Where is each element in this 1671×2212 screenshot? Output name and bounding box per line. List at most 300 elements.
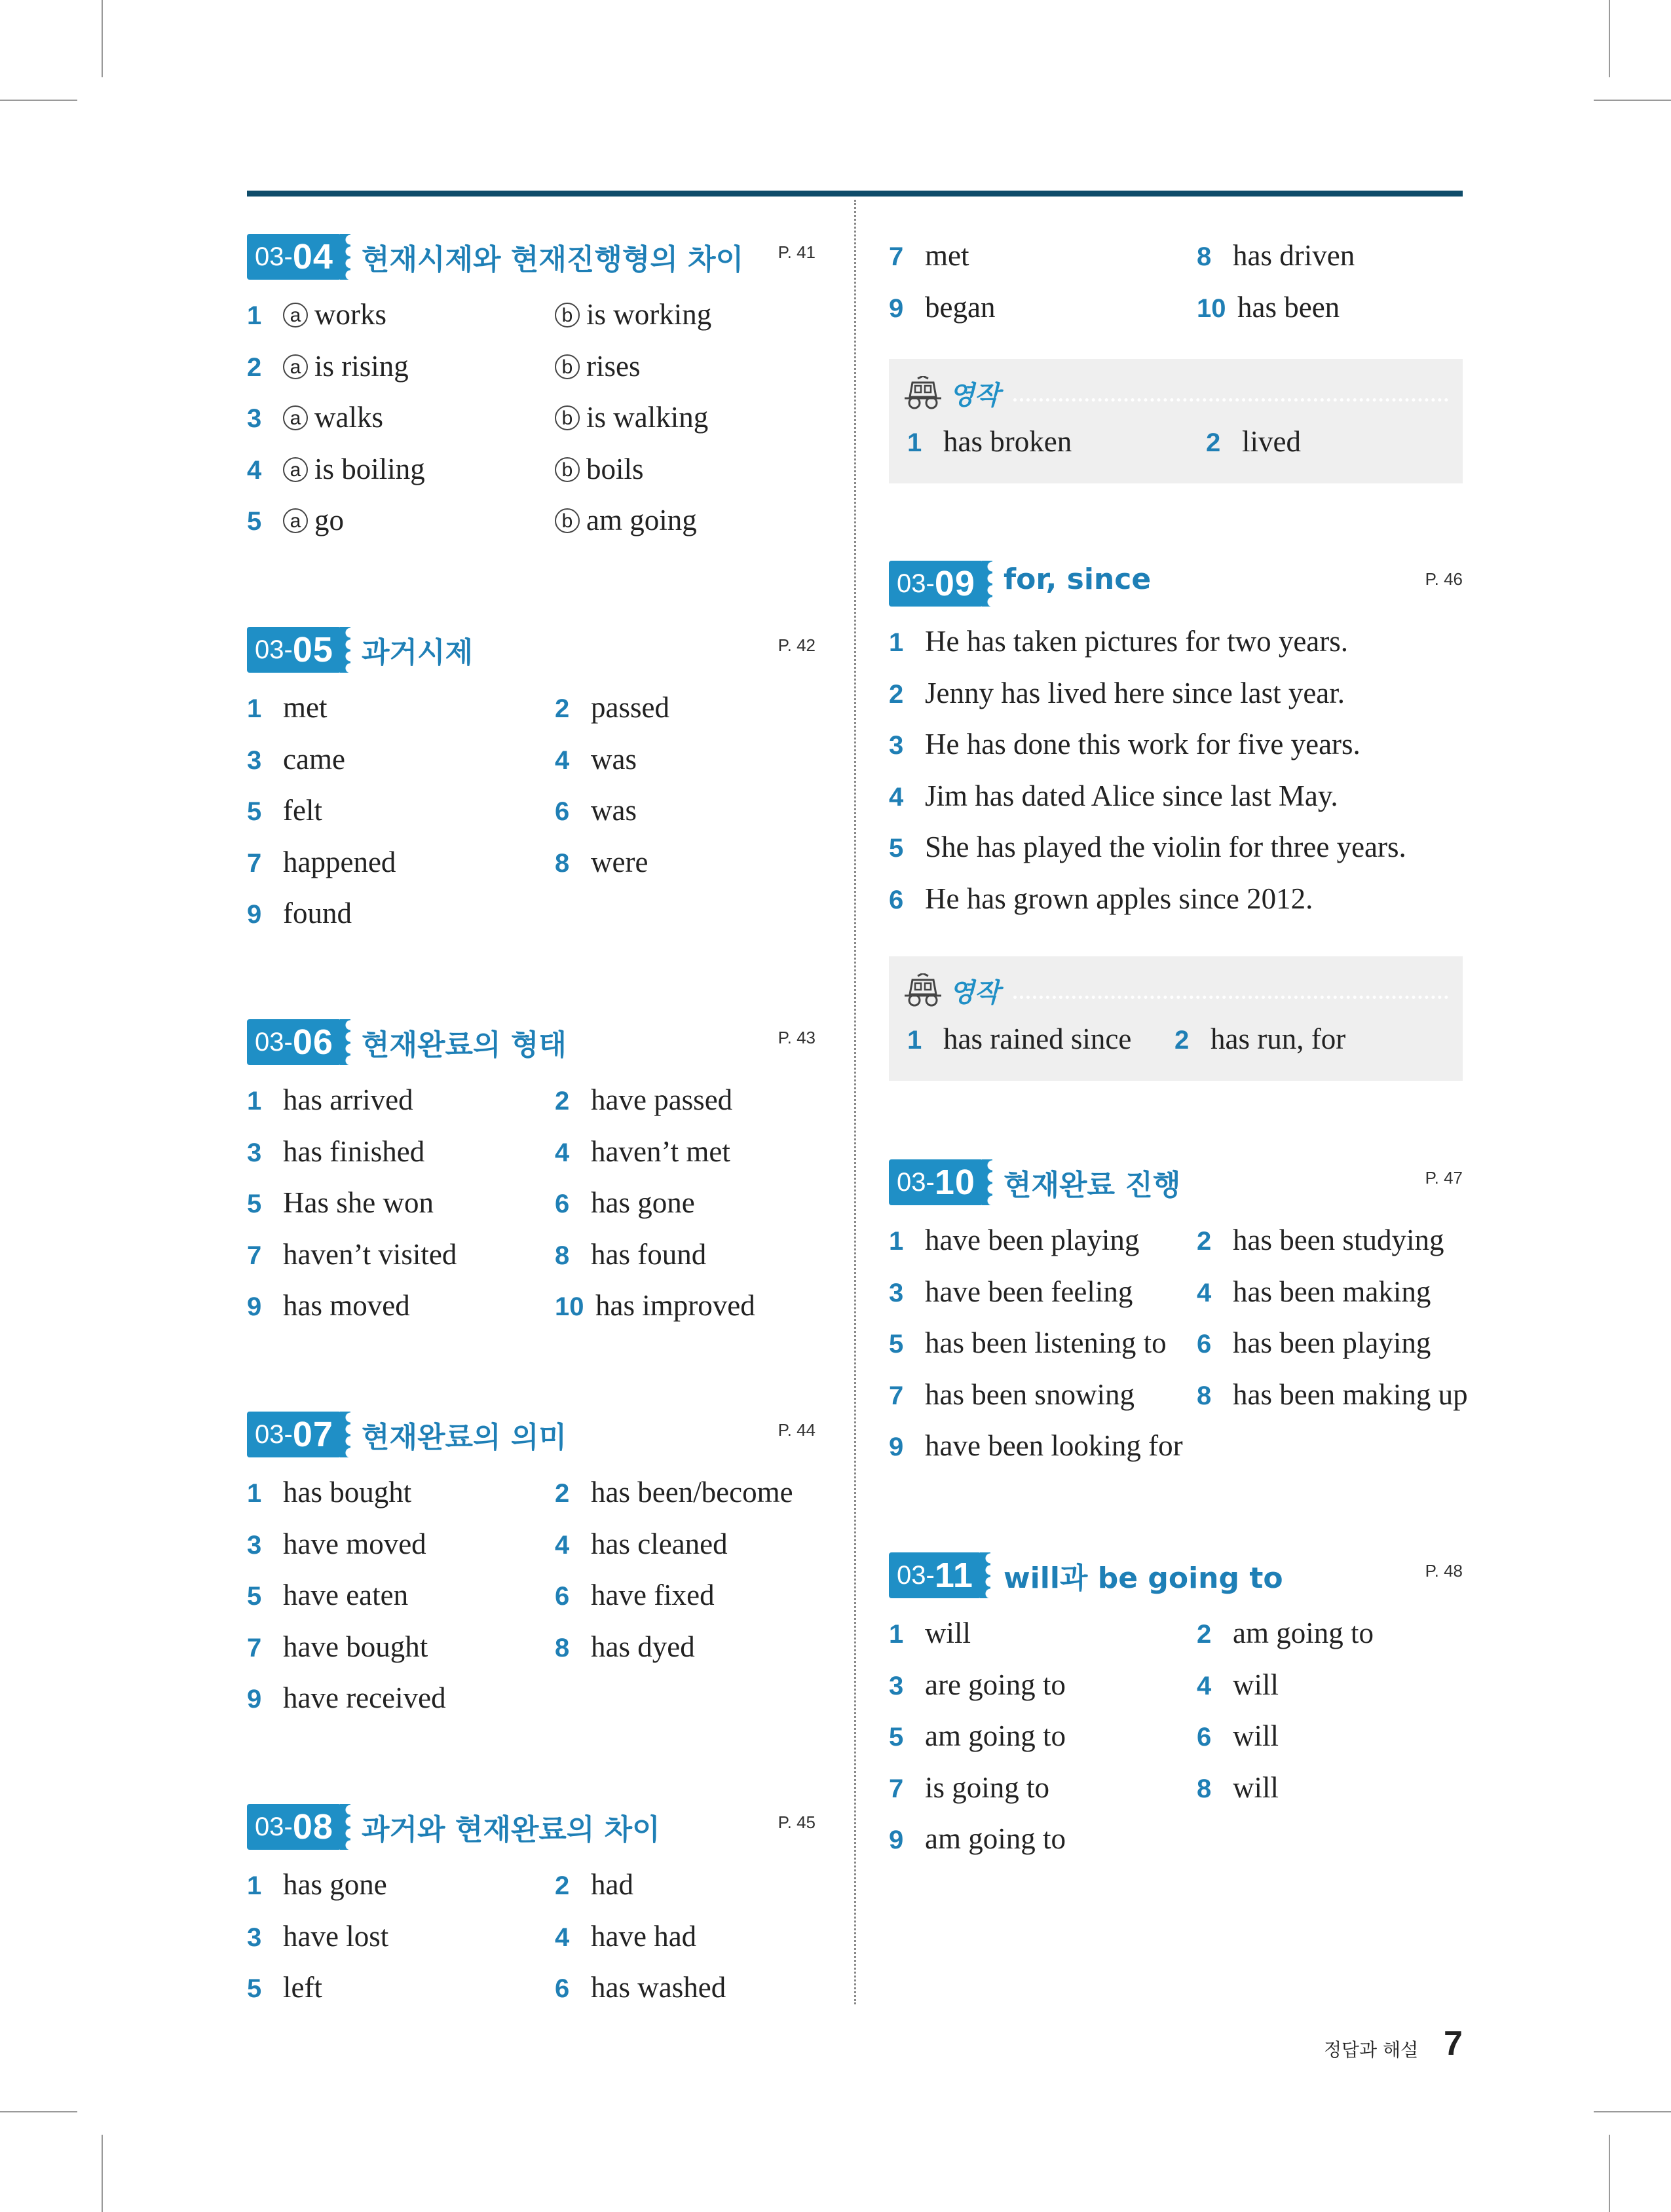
answer-item xyxy=(247,347,409,387)
answer-number: 7 xyxy=(247,848,262,878)
answer-row xyxy=(247,1524,816,1576)
answer-row xyxy=(889,1323,1463,1375)
answer-text: Jenny has lived here since last year. xyxy=(925,676,1345,709)
answer-number: 2 xyxy=(889,679,904,709)
answer-item xyxy=(247,1524,426,1565)
answer-text: boils xyxy=(586,452,644,485)
answer-item xyxy=(247,1132,424,1172)
answer-text: am going xyxy=(586,504,697,536)
crop-mark xyxy=(1609,2135,1610,2212)
choice-marker-b: b xyxy=(555,405,580,430)
answer-number: 3 xyxy=(247,1138,262,1167)
answer-text: has dyed xyxy=(591,1630,695,1663)
answer-number: 7 xyxy=(247,1241,262,1270)
answer-item xyxy=(555,688,669,728)
answer-item xyxy=(247,500,344,541)
answer-text: were xyxy=(591,845,648,878)
answer-text: has been playing xyxy=(1233,1326,1431,1359)
section-code-badge: 03- 11 xyxy=(889,1552,981,1598)
answer-number: 1 xyxy=(907,1026,922,1055)
choice-marker-a: a xyxy=(283,508,308,533)
answer-number: 6 xyxy=(1197,1330,1212,1359)
page-reference: P. 47 xyxy=(1425,1168,1463,1188)
answer-number: 4 xyxy=(1197,1278,1212,1307)
answer-item xyxy=(247,1865,387,1905)
choice-marker-b: b xyxy=(555,303,580,328)
answer-text: has improved xyxy=(595,1289,755,1322)
section-header xyxy=(247,231,816,283)
answer-number: 6 xyxy=(889,885,904,914)
answer-number: 1 xyxy=(247,301,262,330)
answer-text: have had xyxy=(591,1919,697,1953)
crop-mark xyxy=(102,2135,103,2212)
answer-row xyxy=(889,776,1463,828)
answer-item xyxy=(247,295,386,335)
answer-item xyxy=(889,236,969,276)
answer-item xyxy=(889,1768,1049,1809)
section-03-11 xyxy=(889,1549,1463,1871)
answer-text: is rising xyxy=(314,349,409,383)
answer-text: has arrived xyxy=(283,1083,413,1116)
section-code-badge: 03- 09 xyxy=(889,561,983,607)
answer-number: 1 xyxy=(889,1620,904,1649)
crop-mark xyxy=(0,2111,77,2112)
answer-list xyxy=(889,1613,1463,1871)
answer-text: have been playing xyxy=(925,1224,1140,1256)
choice-marker-a: a xyxy=(283,405,308,430)
carriage-icon xyxy=(903,973,943,1011)
answer-number: 7 xyxy=(889,1381,904,1410)
answer-item xyxy=(247,791,322,831)
answer-number: 8 xyxy=(1197,1774,1212,1803)
answer-number: 10 xyxy=(555,1292,584,1321)
answer-number: 4 xyxy=(555,1530,570,1560)
answer-text: met xyxy=(925,239,969,272)
answer-number: 7 xyxy=(247,1633,262,1662)
answer-item xyxy=(889,879,1313,920)
answer-row xyxy=(889,236,1463,288)
answer-text: was xyxy=(591,742,637,776)
section-title: 과거와 현재완료의 차이 xyxy=(362,1813,660,1846)
answer-item xyxy=(555,295,711,334)
dotted-separator xyxy=(1013,398,1448,402)
answer-row xyxy=(889,1716,1463,1768)
answer-text: began xyxy=(925,290,996,324)
answer-number: 6 xyxy=(555,797,570,826)
answer-text: is boiling xyxy=(314,452,425,485)
answer-item xyxy=(889,1613,971,1654)
answer-item xyxy=(555,1524,728,1565)
answer-item xyxy=(889,1375,1135,1415)
answer-number: 4 xyxy=(1197,1671,1212,1700)
writing-box xyxy=(889,956,1463,1081)
answer-number: 5 xyxy=(247,1190,262,1218)
answer-row xyxy=(247,1132,816,1184)
answer-number: 1 xyxy=(247,1871,262,1900)
dotted-separator xyxy=(1013,996,1448,999)
answer-number: 8 xyxy=(555,1633,570,1662)
answer-number: 5 xyxy=(247,797,262,826)
answer-text: has been xyxy=(1237,290,1340,324)
answer-text: am going to xyxy=(1233,1617,1374,1649)
answer-item xyxy=(1197,1665,1279,1706)
answer-item xyxy=(1197,1768,1279,1809)
answer-number: 1 xyxy=(247,1479,262,1508)
choice-marker-b: b xyxy=(555,457,580,482)
answer-item xyxy=(555,500,697,540)
answer-item xyxy=(555,842,648,883)
answer-text: Jim has dated Alice since last May. xyxy=(925,779,1338,812)
answer-row xyxy=(247,740,816,791)
answer-number: 2 xyxy=(555,1087,570,1115)
answer-text: He has done this work for five years. xyxy=(925,728,1361,760)
answer-number: 3 xyxy=(889,731,904,760)
section-title: 과거시제 xyxy=(362,636,474,669)
answer-item xyxy=(889,1819,1066,1860)
page-number: 7 xyxy=(1444,2025,1463,2063)
answer-item xyxy=(247,1235,457,1275)
answer-item xyxy=(555,347,641,386)
answer-row xyxy=(247,893,816,945)
answer-text: has rained since xyxy=(943,1022,1132,1055)
answer-number: 2 xyxy=(1197,1227,1212,1256)
choice-marker-b: b xyxy=(555,354,580,379)
answer-row xyxy=(889,1426,1463,1478)
answer-text: has been/become xyxy=(591,1476,793,1509)
answer-number: 2 xyxy=(1197,1620,1212,1649)
footer-label: 정답과 해설 xyxy=(1324,2039,1419,2061)
section-header xyxy=(889,1549,1463,1602)
answer-row xyxy=(889,622,1463,673)
answer-item xyxy=(555,1917,696,1957)
answer-item xyxy=(247,893,352,934)
writing-box-header xyxy=(903,373,1448,413)
answer-item xyxy=(555,1132,730,1172)
answer-row xyxy=(247,1678,816,1730)
answer-item xyxy=(555,1865,633,1905)
answer-item xyxy=(247,1917,388,1957)
answer-item xyxy=(247,1080,413,1121)
choice-marker-a: a xyxy=(283,457,308,482)
answer-text: walks xyxy=(314,401,383,434)
answer-item xyxy=(1174,1019,1345,1060)
answer-item xyxy=(555,1627,695,1668)
answer-number: 3 xyxy=(247,404,262,433)
answer-number: 5 xyxy=(247,507,262,536)
answer-text: has found xyxy=(591,1237,707,1271)
answer-number: 10 xyxy=(1197,293,1226,323)
section-code-badge: 03- 10 xyxy=(889,1159,983,1205)
section-header xyxy=(889,557,1463,610)
answer-item xyxy=(247,1472,411,1513)
answer-number: 6 xyxy=(555,1190,570,1218)
answer-text: haven’t visited xyxy=(283,1237,457,1271)
answer-item xyxy=(907,1019,1131,1060)
answer-text: lived xyxy=(1242,425,1301,458)
section-title: 현재완료의 의미 xyxy=(362,1421,567,1454)
answer-row xyxy=(247,295,816,347)
answer-item xyxy=(247,842,396,883)
answer-item xyxy=(889,622,1348,662)
answer-item xyxy=(889,827,1406,868)
answer-number: 8 xyxy=(1197,1381,1212,1410)
answer-row xyxy=(247,791,816,842)
answer-text: has been snowing xyxy=(925,1378,1135,1411)
answer-text: go xyxy=(314,504,344,536)
answer-list xyxy=(247,295,816,552)
section-header xyxy=(247,1408,816,1461)
answer-number: 1 xyxy=(247,694,262,723)
answer-item xyxy=(889,673,1345,714)
answer-list xyxy=(889,1220,1468,1478)
answer-item xyxy=(1197,1375,1468,1415)
answer-item xyxy=(247,1286,410,1326)
answer-text: happened xyxy=(283,845,396,878)
answer-row xyxy=(247,398,816,449)
section-code-badge: 03- 08 xyxy=(247,1804,341,1850)
answer-row xyxy=(247,1575,816,1627)
answer-number: 5 xyxy=(889,1723,904,1752)
page-reference: P. 45 xyxy=(778,1812,816,1832)
crop-mark xyxy=(102,0,103,77)
answer-text: will xyxy=(925,1617,971,1649)
section-header xyxy=(247,1801,816,1853)
section-title: will과 be going to xyxy=(1004,1562,1283,1595)
answer-number: 1 xyxy=(907,428,922,457)
answer-text: has been making xyxy=(1233,1275,1431,1308)
answer-item xyxy=(247,688,327,728)
answer-text: rises xyxy=(586,349,641,383)
answer-row xyxy=(247,688,816,740)
choice-marker-b: b xyxy=(555,508,580,533)
answer-item xyxy=(555,1968,726,2008)
answer-row xyxy=(889,724,1463,776)
answer-number: 3 xyxy=(247,1922,262,1952)
answer-row xyxy=(889,1220,1463,1272)
answer-item xyxy=(555,1286,755,1326)
answer-row xyxy=(247,1183,816,1235)
answer-text: will xyxy=(1233,1668,1279,1701)
answer-text: haven’t met xyxy=(591,1134,730,1168)
answer-item xyxy=(1197,1272,1431,1313)
answer-number: 9 xyxy=(247,1685,262,1714)
section-code-badge: 03- 06 xyxy=(247,1019,341,1065)
answer-number: 1 xyxy=(889,628,904,657)
choice-marker-a: a xyxy=(283,354,308,379)
answer-text: have moved xyxy=(283,1527,426,1560)
answer-row xyxy=(889,1665,1463,1717)
answer-text: has cleaned xyxy=(591,1527,728,1560)
answer-item xyxy=(889,1716,1066,1757)
answer-item xyxy=(1197,1716,1279,1757)
section-header xyxy=(247,1016,816,1068)
answer-row xyxy=(247,1472,816,1524)
answer-row xyxy=(889,1375,1468,1427)
answer-text: have lost xyxy=(283,1919,389,1953)
answer-number: 2 xyxy=(555,1479,570,1508)
answer-item xyxy=(889,1323,1167,1364)
writing-box-label: 영작 xyxy=(949,978,1000,1008)
answer-number: 9 xyxy=(889,1826,904,1854)
answer-item xyxy=(555,740,637,780)
page-reference: P. 46 xyxy=(1425,569,1463,589)
carriage-icon xyxy=(903,376,943,413)
answer-row xyxy=(889,827,1463,879)
section-header xyxy=(889,1156,1463,1209)
answer-row xyxy=(889,1819,1463,1871)
section-03-07 xyxy=(247,1408,816,1730)
answer-item xyxy=(1197,288,1340,328)
section-code-badge: 03- 07 xyxy=(247,1412,341,1457)
answer-number: 7 xyxy=(889,1774,904,1803)
answer-row xyxy=(247,1917,816,1968)
answer-item xyxy=(247,1678,446,1719)
answer-number: 5 xyxy=(247,1582,262,1611)
answer-item xyxy=(555,398,708,437)
answer-number: 2 xyxy=(1206,428,1221,457)
answer-number: 4 xyxy=(555,1922,570,1952)
answer-row xyxy=(247,1865,816,1917)
answer-row xyxy=(247,500,816,552)
top-rule xyxy=(247,191,1463,197)
answer-text: He has taken pictures for two years. xyxy=(925,625,1349,658)
answer-text: have bought xyxy=(283,1630,428,1663)
answer-row xyxy=(889,1613,1463,1665)
section-title: 현재완료의 형태 xyxy=(362,1028,567,1062)
answer-text: met xyxy=(283,691,328,724)
answer-row xyxy=(247,1627,816,1679)
answer-text: will xyxy=(1233,1771,1279,1804)
answer-number: 6 xyxy=(555,1582,570,1611)
answer-number: 4 xyxy=(555,1138,570,1167)
answer-number: 8 xyxy=(1197,242,1212,271)
section-03-08-continued xyxy=(889,236,1463,339)
answer-text: is going to xyxy=(925,1771,1050,1804)
answer-text: have fixed xyxy=(591,1579,715,1611)
crop-mark xyxy=(1594,2111,1671,2112)
answer-item xyxy=(555,791,637,831)
answer-item xyxy=(247,740,345,780)
answer-number: 5 xyxy=(889,1330,904,1359)
answer-text: has run, for xyxy=(1211,1022,1346,1055)
answer-text: was xyxy=(591,794,637,827)
answer-number: 1 xyxy=(247,1087,262,1115)
section-header xyxy=(247,624,816,676)
answer-text: He has grown apples since 2012. xyxy=(925,882,1313,915)
answer-text: have passed xyxy=(591,1083,733,1116)
answer-list xyxy=(247,1865,816,2019)
answer-number: 7 xyxy=(889,242,904,271)
answer-item xyxy=(555,1235,706,1275)
answer-list xyxy=(247,688,816,945)
section-03-10 xyxy=(889,1156,1468,1478)
answer-row xyxy=(889,879,1463,931)
answer-text: passed xyxy=(591,691,669,724)
answer-text: left xyxy=(283,1971,322,2004)
answer-number: 5 xyxy=(247,1974,262,2003)
answer-text: are going to xyxy=(925,1668,1066,1701)
page-reference: P. 48 xyxy=(1425,1561,1463,1581)
answer-item xyxy=(889,1426,1183,1467)
answer-list xyxy=(247,1472,816,1730)
page-reference: P. 43 xyxy=(778,1028,816,1047)
answer-text: has moved xyxy=(283,1289,410,1322)
answer-item xyxy=(555,1183,695,1224)
answer-item xyxy=(907,422,1072,462)
column-divider xyxy=(854,200,856,2004)
answer-text: has washed xyxy=(591,1971,726,2004)
answer-row xyxy=(247,1286,816,1338)
section-title: for, since xyxy=(1004,563,1152,596)
answer-text: has been listening to xyxy=(925,1326,1167,1359)
crop-mark xyxy=(0,100,77,101)
answer-number: 2 xyxy=(555,1871,570,1900)
answer-item xyxy=(555,1080,732,1121)
answer-list xyxy=(247,1080,816,1338)
answer-number: 4 xyxy=(889,782,904,812)
writing-box-header xyxy=(903,971,1448,1010)
answer-text: am going to xyxy=(925,1822,1066,1855)
answer-number: 3 xyxy=(247,745,262,775)
answer-number: 9 xyxy=(889,293,904,323)
answer-text: am going to xyxy=(925,1719,1066,1752)
answer-row xyxy=(889,673,1463,725)
answer-item xyxy=(889,1665,1066,1706)
crop-mark xyxy=(1594,100,1671,101)
section-03-05 xyxy=(247,624,816,945)
section-title: 현재시제와 현재진행형의 차이 xyxy=(362,243,744,276)
answer-number: 6 xyxy=(1197,1723,1212,1752)
answer-text: She has played the violin for three years. xyxy=(925,831,1406,863)
page-reference: P. 41 xyxy=(778,242,816,262)
answer-item xyxy=(889,1272,1133,1313)
answer-text: works xyxy=(314,298,386,331)
page-reference: P. 44 xyxy=(778,1420,816,1440)
answer-item xyxy=(247,1575,408,1616)
answer-number: 1 xyxy=(889,1227,904,1256)
answer-item xyxy=(247,1183,434,1224)
answer-text: has bought xyxy=(283,1476,412,1509)
section-code-badge: 03- 04 xyxy=(247,234,341,280)
choice-marker-a: a xyxy=(283,303,308,328)
answer-row xyxy=(247,1235,816,1286)
answer-text: felt xyxy=(283,794,322,827)
answer-item xyxy=(555,449,644,489)
answer-number: 3 xyxy=(889,1671,904,1700)
answer-item xyxy=(889,1220,1139,1261)
page-reference: P. 42 xyxy=(778,635,816,655)
answer-number: 8 xyxy=(555,848,570,878)
writing-box xyxy=(889,359,1463,483)
answer-item xyxy=(1197,236,1355,276)
answer-number: 3 xyxy=(247,1530,262,1560)
answer-item xyxy=(247,1627,428,1668)
answer-number: 5 xyxy=(889,834,904,863)
answer-row xyxy=(889,1768,1463,1820)
answer-text: Has she won xyxy=(283,1186,434,1219)
writing-answer-row xyxy=(907,1019,1444,1059)
answer-text: found xyxy=(283,897,352,929)
answer-text: is working xyxy=(586,298,712,331)
answer-number: 9 xyxy=(247,900,262,929)
section-title: 현재완료 진행 xyxy=(1004,1169,1181,1202)
answer-item xyxy=(1197,1220,1444,1261)
answer-item xyxy=(889,288,995,328)
answer-text: has been making up xyxy=(1233,1378,1468,1411)
answer-text: will xyxy=(1233,1719,1279,1752)
answer-text: has gone xyxy=(591,1186,695,1219)
answer-row xyxy=(889,288,1463,339)
